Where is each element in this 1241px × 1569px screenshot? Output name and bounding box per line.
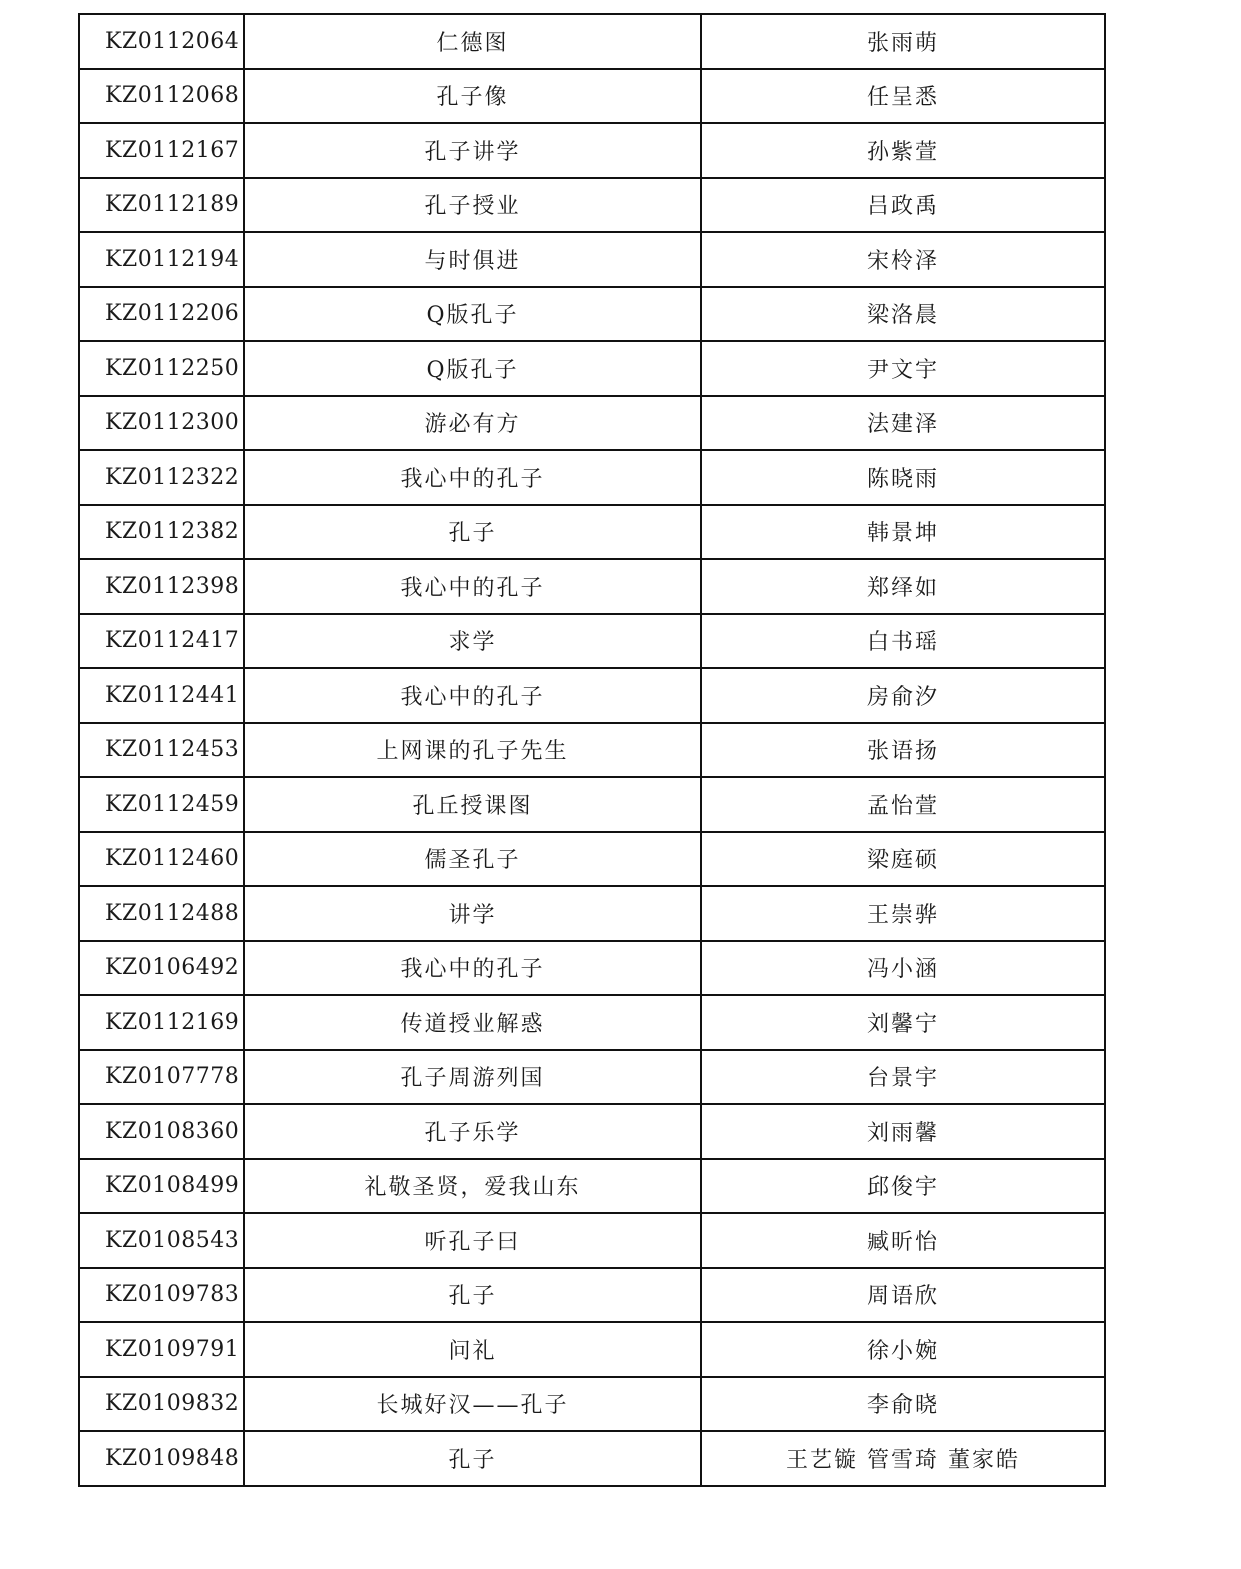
author-name-cell: 孙紫萱: [701, 123, 1105, 178]
table-row: [79, 287, 1105, 342]
author-name-cell: 周语欣: [701, 1268, 1105, 1323]
artwork-title-cell: Q版孔子: [244, 287, 701, 342]
author-name-cell: 李俞晓: [701, 1377, 1105, 1432]
entry-code-cell: KZ0108499: [79, 1159, 244, 1214]
artwork-title-cell: 儒圣孔子: [244, 832, 701, 887]
table-row: [79, 1322, 1105, 1377]
entry-code-cell: KZ0107778: [79, 1050, 244, 1105]
entry-code-cell: KZ0112064: [79, 14, 244, 69]
entry-code-cell: KZ0112206: [79, 287, 244, 342]
artwork-title-cell: 传道授业解惑: [244, 995, 701, 1050]
artwork-title-cell: Q版孔子: [244, 341, 701, 396]
results-table-body: [79, 14, 1105, 1486]
entry-code-cell: KZ0112250: [79, 341, 244, 396]
author-name-cell: 尹文宇: [701, 341, 1105, 396]
entry-code-cell: KZ0112322: [79, 450, 244, 505]
artwork-title-cell: 孔子像: [244, 69, 701, 124]
author-name-cell: 刘馨宁: [701, 995, 1105, 1050]
entry-code-cell: KZ0109832: [79, 1377, 244, 1432]
author-name-cell: 任呈悉: [701, 69, 1105, 124]
table-row: [79, 1213, 1105, 1268]
entry-code-cell: KZ0112068: [79, 69, 244, 124]
table-row: [79, 341, 1105, 396]
entry-code-cell: KZ0109783: [79, 1268, 244, 1323]
table-row: [79, 723, 1105, 778]
table-row: [79, 559, 1105, 614]
author-name-cell: 孟怡萱: [701, 777, 1105, 832]
artwork-title-cell: 孔子周游列国: [244, 1050, 701, 1105]
table-row: [79, 777, 1105, 832]
entry-code-cell: KZ0112488: [79, 886, 244, 941]
artwork-title-cell: 讲学: [244, 886, 701, 941]
entry-code-cell: KZ0112453: [79, 723, 244, 778]
author-name-cell: 房俞汐: [701, 668, 1105, 723]
table-row: [79, 1104, 1105, 1159]
artwork-title-cell: 孔子: [244, 1268, 701, 1323]
entry-code-cell: KZ0112167: [79, 123, 244, 178]
artwork-title-cell: 游必有方: [244, 396, 701, 451]
author-name-cell: 梁庭硕: [701, 832, 1105, 887]
author-name-cell: 郑绎如: [701, 559, 1105, 614]
table-row: [79, 1431, 1105, 1486]
table-row: [79, 832, 1105, 887]
entry-code-cell: KZ0108543: [79, 1213, 244, 1268]
artwork-title-cell: 孔子: [244, 1431, 701, 1486]
author-name-cell: 韩景坤: [701, 505, 1105, 560]
table-row: [79, 123, 1105, 178]
entry-code-cell: KZ0112460: [79, 832, 244, 887]
table-row: [79, 450, 1105, 505]
entry-code-cell: KZ0112300: [79, 396, 244, 451]
author-name-cell: 徐小婉: [701, 1322, 1105, 1377]
author-name-cell: 吕政禹: [701, 178, 1105, 233]
entry-code-cell: KZ0112398: [79, 559, 244, 614]
author-name-cell: 台景宇: [701, 1050, 1105, 1105]
table-row: [79, 886, 1105, 941]
table-row: [79, 232, 1105, 287]
artwork-title-cell: 长城好汉——孔子: [244, 1377, 701, 1432]
artwork-title-cell: 上网课的孔子先生: [244, 723, 701, 778]
artwork-title-cell: 孔丘授课图: [244, 777, 701, 832]
author-name-cell: 白书瑶: [701, 614, 1105, 669]
entry-code-cell: KZ0112169: [79, 995, 244, 1050]
artwork-title-cell: 仁德图: [244, 14, 701, 69]
table-row: [79, 941, 1105, 996]
artwork-title-cell: 孔子乐学: [244, 1104, 701, 1159]
artwork-title-cell: 问礼: [244, 1322, 701, 1377]
results-table-container: [78, 13, 1104, 1487]
author-name-cell: 陈晓雨: [701, 450, 1105, 505]
author-name-cell: 梁洛晨: [701, 287, 1105, 342]
artwork-title-cell: 孔子讲学: [244, 123, 701, 178]
author-name-cell: 臧昕怡: [701, 1213, 1105, 1268]
author-name-cell: 王崇骅: [701, 886, 1105, 941]
author-name-cell: 宋柃泽: [701, 232, 1105, 287]
table-row: [79, 1268, 1105, 1323]
table-row: [79, 1159, 1105, 1214]
table-row: [79, 396, 1105, 451]
entry-code-cell: KZ0112417: [79, 614, 244, 669]
table-row: [79, 14, 1105, 69]
table-row: [79, 1377, 1105, 1432]
table-row: [79, 668, 1105, 723]
entry-code-cell: KZ0112382: [79, 505, 244, 560]
artwork-title-cell: 我心中的孔子: [244, 668, 701, 723]
author-name-cell: 刘雨馨: [701, 1104, 1105, 1159]
artwork-title-cell: 我心中的孔子: [244, 941, 701, 996]
table-row: [79, 505, 1105, 560]
artwork-title-cell: 礼敬圣贤，爱我山东: [244, 1159, 701, 1214]
author-name-cell: 张语扬: [701, 723, 1105, 778]
entry-code-cell: KZ0109791: [79, 1322, 244, 1377]
author-name-cell: 邱俊宇: [701, 1159, 1105, 1214]
entry-code-cell: KZ0106492: [79, 941, 244, 996]
author-name-cell: 冯小涵: [701, 941, 1105, 996]
artwork-title-cell: 听孔子曰: [244, 1213, 701, 1268]
table-row: [79, 1050, 1105, 1105]
entry-code-cell: KZ0112189: [79, 178, 244, 233]
entry-code-cell: KZ0112194: [79, 232, 244, 287]
artwork-title-cell: 求学: [244, 614, 701, 669]
entry-code-cell: KZ0108360: [79, 1104, 244, 1159]
artwork-title-cell: 孔子: [244, 505, 701, 560]
artwork-title-cell: 与时俱进: [244, 232, 701, 287]
author-name-cell: 王艺镟 管雪琦 董家皓: [701, 1431, 1105, 1486]
author-name-cell: 张雨萌: [701, 14, 1105, 69]
entry-code-cell: KZ0109848: [79, 1431, 244, 1486]
entry-code-cell: KZ0112441: [79, 668, 244, 723]
table-row: [79, 178, 1105, 233]
table-row: [79, 614, 1105, 669]
author-name-cell: 法建泽: [701, 396, 1105, 451]
artwork-title-cell: 我心中的孔子: [244, 450, 701, 505]
artwork-title-cell: 孔子授业: [244, 178, 701, 233]
artwork-title-cell: 我心中的孔子: [244, 559, 701, 614]
table-row: [79, 69, 1105, 124]
results-table: [78, 13, 1106, 1487]
table-row: [79, 995, 1105, 1050]
entry-code-cell: KZ0112459: [79, 777, 244, 832]
